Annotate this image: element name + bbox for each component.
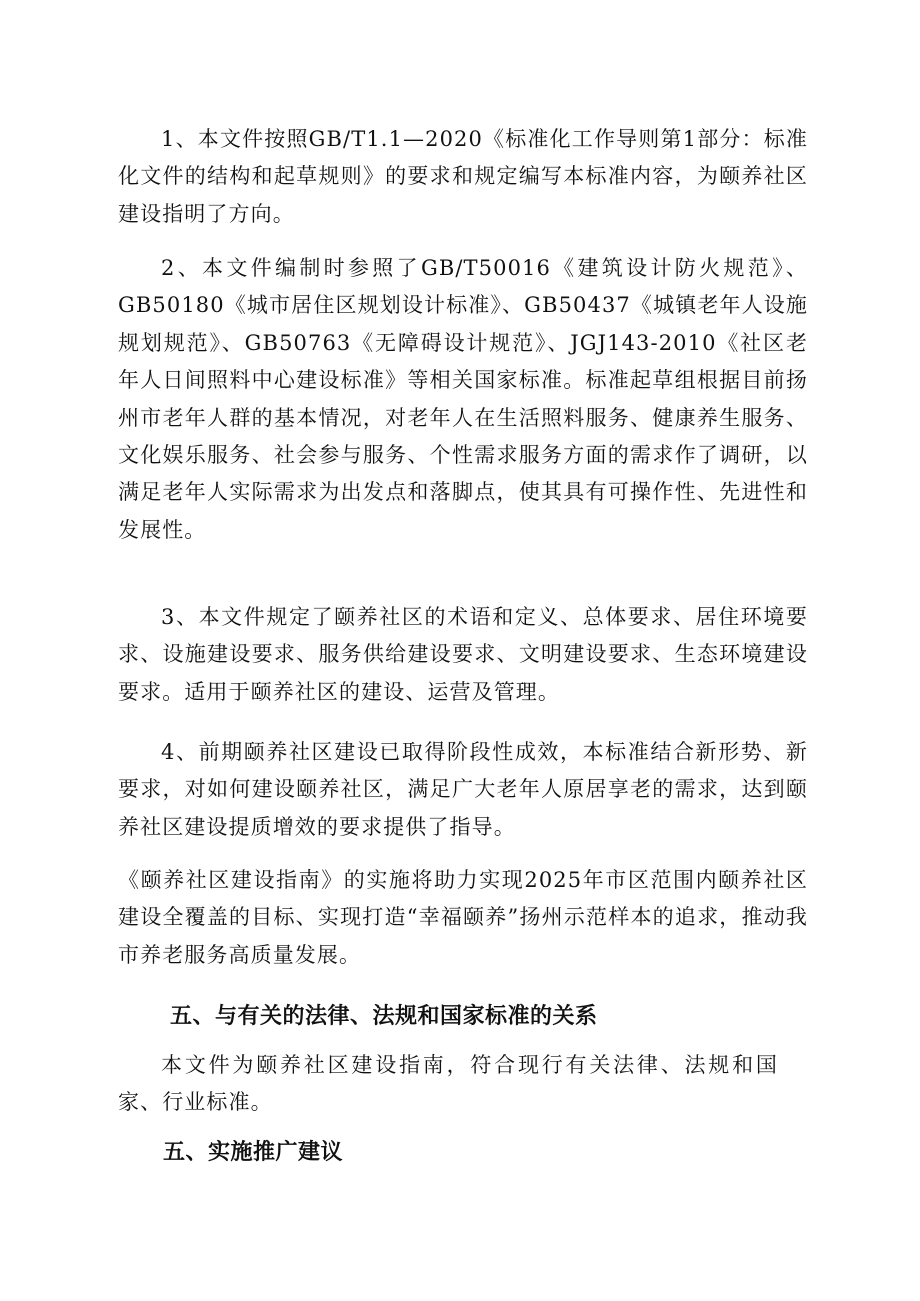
section-heading-promotion-suggestions: 五、实施推广建议 <box>163 1140 344 1165</box>
paragraph-2-reference-standards: 2、本文件编制时参照了GB/T50016《建筑设计防火规范》、GB50180《城市居住区规划设计标准》、GB50437《城镇老年人设施规划规范》、GB50763《无障碍设计规范》、JGJ143-2010《社区老年人日间照料中心建设标准》等相关国家标准。标准起草组根据目前扬州市老年人群的基本情况，对老年人在生活照料服务、健康养生服务、文化娱乐服务、社会参与服务、个性需求服务方面的需求作了调研，以满足老年人实际需求为出发点和落脚点，使其具有可操作性、先进性和发展性。 <box>118 256 808 542</box>
section-heading-legal-relationship: 五、与有关的法律、法规和国家标准的关系 <box>170 1004 598 1029</box>
paragraph-3-scope: 3、本文件规定了颐养社区的术语和定义、总体要求、居住环境要求、设施建设要求、服务供给建设要求、文明建设要求、生态环境建设要求。适用于颐养社区的建设、运营及管理。 <box>118 605 808 704</box>
paragraph-legal-relationship: 本文件为颐养社区建设指南，符合现行有关法律、法规和国家、行业标准。 <box>118 1053 778 1115</box>
paragraph-1-standard-basis: 1、本文件按照GB/T1.1—2020《标准化工作导则第1部分：标准化文件的结构和起草规则》的要求和规定编写本标准内容，为颐养社区建设指明了方向。 <box>118 127 808 226</box>
paragraph-4-achievements: 4、前期颐养社区建设已取得阶段性成效，本标准结合新形势、新要求，对如何建设颐养社区，满足广大老年人原居享老的需求，达到颐养社区建设提质增效的要求提供了指导。 <box>118 740 808 839</box>
paragraph-5-implementation-goal: 《颐养社区建设指南》的实施将助力实现2025年市区范围内颐养社区建设全覆盖的目标、实现打造“幸福颐养”扬州示范样本的追求，推动我市养老服务高质量发展。 <box>118 868 808 967</box>
